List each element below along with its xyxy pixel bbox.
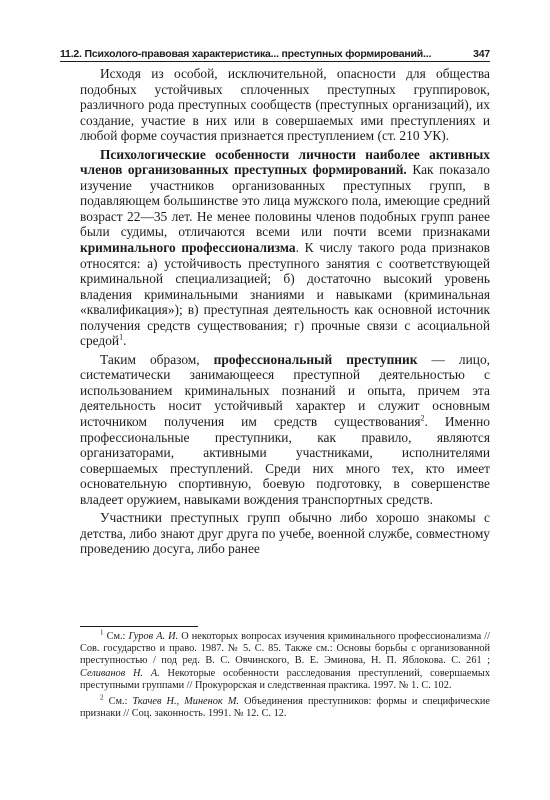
running-header xyxy=(60,44,490,60)
paragraph-2-text-b: . К числу такого рода признаков относятся: а) устойчивость преступного занятия с соответствующей криминальной специализацией; б) достаточно высокий уровень владения криминальными знаниями и навыками (криминальная «квалификация»); в) преступная деятельность как основной источник получения средств существования; г) прочные связи с асоциальной средой xyxy=(80,240,490,349)
footnote-1-mark: 1 xyxy=(100,628,104,637)
paragraph-3-text-b: — лицо, систематически занимающееся преступной деятельностью с использованием криминальных познаний и опыта, причем эта деятельность носит устойчивый характер и служит основным источником получения им средств существования xyxy=(80,351,490,430)
footnote-1-text-c: Некоторые особенности расследования преступлений, совершаемых преступными группами // Прокурорская и следственная практика. 1997. № 1. С. 102. xyxy=(80,667,491,691)
paragraph-4-text: Участники преступных групп обычно либо хорошо знакомы с детства, либо знают друг друга по учебе, военной службе, совместному проведению досуга, либо ранее xyxy=(80,510,490,557)
footnote-1-text-a: См.: xyxy=(103,631,129,642)
footnote-2-mark: 2 xyxy=(100,693,104,702)
paragraph-3-text-c: . Именно профессиональные преступники, как правило, являются организаторами, активными участниками, исполнителями совершаемых преступлений. Среди них много тех, кто имеет основательную спортивную, боевую подготовку, в совершенстве владеет оружием, навыками вождения транспортных средств. xyxy=(80,414,491,507)
footnotes xyxy=(80,628,491,720)
footnote-rule xyxy=(80,626,198,627)
footnote-2-text-b: Объединения преступников: формы и специфические признаки // Соц. законность. 1991. № 12. С. 12. xyxy=(80,696,490,720)
term-professional-criminal: профессиональный преступник xyxy=(213,351,418,367)
paragraph-2-end: . xyxy=(123,333,127,349)
paragraph-2-text-a: Как показало изучение участников организованных преступных групп, в подавляющем большинстве это лица мужского пола, имеющие средний возраст 22—35 лет. Не менее половины членов подобных групп ранее были судимы, отличаются всеми или почти всеми признаками xyxy=(80,162,490,240)
footnote-2-authors: Ткачев Н., Миненок М. xyxy=(132,696,239,708)
paragraph-2 xyxy=(80,147,490,349)
paragraph-1 xyxy=(80,66,490,144)
paragraph-3-text-a: Таким образом, xyxy=(100,351,214,367)
paragraph-1-text: Исходя из особой, исключительной, опасности для общества подобных устойчивых сплоченных преступных группировок, различного рода преступных сообществ (преступных организаций), их создание, участие в них или в совершаемых ими преступлениях и любой форме соучастия признается преступлением (ст. 210 УК). xyxy=(80,66,490,144)
section-run-in-heading: Психологические особенности личности наиболее активных членов организованных преступных формирований. xyxy=(80,146,490,178)
paragraph-3 xyxy=(80,352,490,507)
footnote-2-text-a: См.: xyxy=(103,696,133,708)
paragraph-4 xyxy=(80,510,490,557)
footnote-1 xyxy=(80,628,491,692)
page-number: 347 xyxy=(473,48,490,60)
header-rule xyxy=(60,61,490,62)
term-criminal-professionalism: криминального профессионализма xyxy=(80,240,296,256)
footnote-1-author-1: Гуров А. И. xyxy=(128,631,179,642)
footnote-2 xyxy=(80,693,490,720)
running-title: 11.2. Психолого-правовая характеристика... преступных формирований... xyxy=(60,48,432,60)
main-text xyxy=(80,66,490,557)
footnote-1-author-2: Селиванов Н. А. xyxy=(80,667,160,679)
footnote-1-text-b: О некоторых вопросах изучения криминального профессионализма // Сов. государство и право. 1987. № 5. С. 85. Также см.: Основы борьбы с организованной преступностью / под ред. В. С. Овчинского, В. Е. Эминова, Н. П. Яблокова. С. 261 ; xyxy=(80,631,491,667)
footnote-ref-1[interactable]: 1 xyxy=(119,332,124,342)
footnote-ref-2[interactable]: 2 xyxy=(420,413,425,423)
